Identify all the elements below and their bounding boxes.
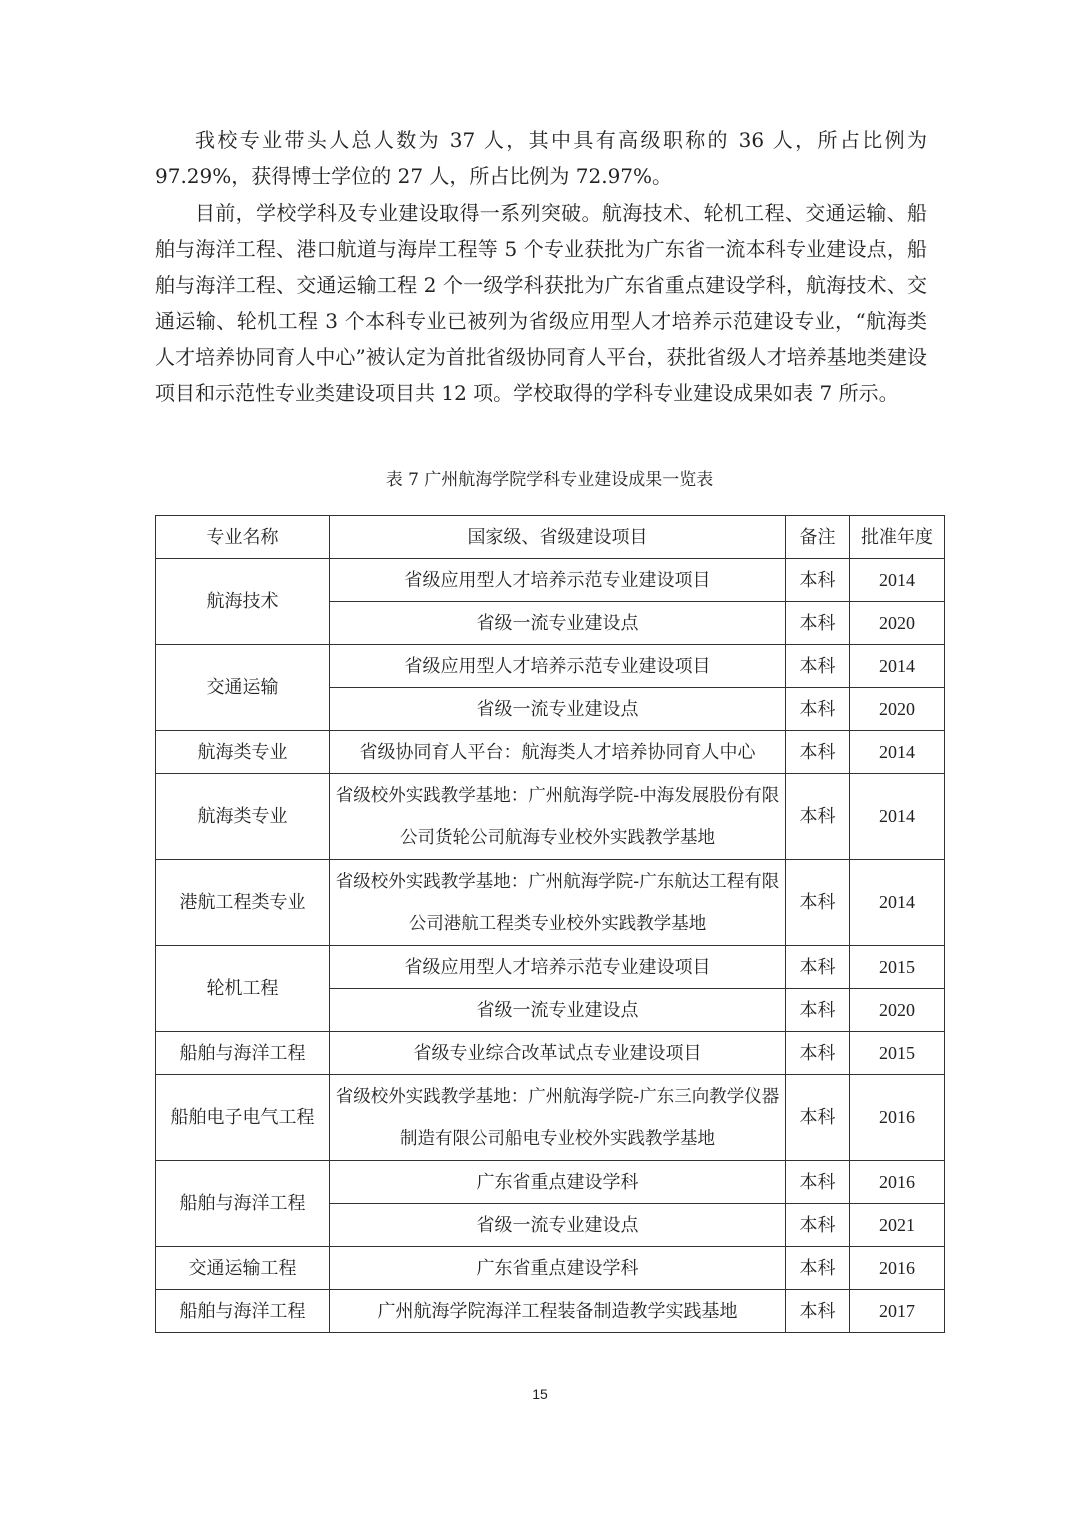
header-note: 备注 (786, 516, 850, 559)
cell-note: 本科 (786, 688, 850, 731)
header-project: 国家级、省级建设项目 (330, 516, 786, 559)
table-row (156, 1290, 945, 1333)
cell-note: 本科 (786, 774, 850, 860)
cell-year: 2015 (850, 1032, 945, 1075)
table-row (156, 645, 945, 688)
cell-note: 本科 (786, 989, 850, 1032)
table-caption: 表 7 广州航海学院学科专业建设成果一览表 (385, 470, 714, 490)
page-number: 15 (532, 1386, 548, 1402)
cell-note: 本科 (786, 602, 850, 645)
cell-major: 港航工程类专业 (156, 860, 330, 946)
cell-major: 航海技术 (156, 559, 330, 645)
table-row (156, 1247, 945, 1290)
cell-major: 船舶电子电气工程 (156, 1075, 330, 1161)
table-row (156, 774, 945, 860)
cell-note: 本科 (786, 559, 850, 602)
cell-major: 船舶与海洋工程 (156, 1032, 330, 1075)
cell-note: 本科 (786, 946, 850, 989)
cell-project: 省级一流专业建设点 (330, 989, 786, 1032)
paragraph-2: 目前，学校学科及专业建设取得一系列突破。航海技术、轮机工程、交通运输、船舶与海洋工程、港口航道与海岸工程等 5 个专业获批为广东省一流本科专业建设点，船舶与海洋工程、交通运输工程 2 个一级学科获批为广东省重点建设学科，航海技术、交通运输、轮机工程 3 个本科专业已被列为省级应用型人才培养示范建设专业，“航海类人才培养协同育人中心”被认定为首批省级协同育人平台，获批省级人才培养基地类建设项目和示范性专业类建设项目共 12 项。学校取得的学科专业建设成果如表 7 所示。 (155, 201, 927, 405)
cell-year: 2014 (850, 559, 945, 602)
cell-year: 2015 (850, 946, 945, 989)
cell-note: 本科 (786, 1075, 850, 1161)
cell-year: 2020 (850, 602, 945, 645)
achievements-table (155, 515, 945, 1333)
cell-major: 轮机工程 (156, 946, 330, 1032)
cell-note: 本科 (786, 1161, 850, 1204)
cell-project: 省级一流专业建设点 (330, 1204, 786, 1247)
cell-major: 船舶与海洋工程 (156, 1290, 330, 1333)
cell-project: 省级专业综合改革试点专业建设项目 (330, 1032, 786, 1075)
cell-project: 广东省重点建设学科 (330, 1247, 786, 1290)
cell-note: 本科 (786, 1290, 850, 1333)
cell-note: 本科 (786, 645, 850, 688)
cell-project: 省级一流专业建设点 (330, 602, 786, 645)
cell-year: 2021 (850, 1204, 945, 1247)
cell-major: 交通运输 (156, 645, 330, 731)
table-row (156, 860, 945, 946)
table-header-row (156, 516, 945, 559)
cell-year: 2017 (850, 1290, 945, 1333)
cell-project: 广东省重点建设学科 (330, 1161, 786, 1204)
cell-major: 船舶与海洋工程 (156, 1161, 330, 1247)
cell-project: 省级一流专业建设点 (330, 688, 786, 731)
cell-year: 2020 (850, 989, 945, 1032)
cell-year: 2016 (850, 1247, 945, 1290)
cell-project: 省级应用型人才培养示范专业建设项目 (330, 559, 786, 602)
cell-note: 本科 (786, 1247, 850, 1290)
cell-project: 省级校外实践教学基地：广州航海学院-广东三向教学仪器制造有限公司船电专业校外实践教学基地 (330, 1075, 786, 1161)
header-major: 专业名称 (156, 516, 330, 559)
cell-project: 省级应用型人才培养示范专业建设项目 (330, 946, 786, 989)
table-row (156, 946, 945, 989)
cell-year: 2016 (850, 1161, 945, 1204)
cell-note: 本科 (786, 860, 850, 946)
cell-major: 航海类专业 (156, 731, 330, 774)
table-row (156, 1075, 945, 1161)
cell-project: 省级协同育人平台：航海类人才培养协同育人中心 (330, 731, 786, 774)
table-row (156, 1161, 945, 1204)
table-row (156, 559, 945, 602)
cell-note: 本科 (786, 731, 850, 774)
cell-year: 2014 (850, 731, 945, 774)
cell-project: 广州航海学院海洋工程装备制造教学实践基地 (330, 1290, 786, 1333)
cell-year: 2014 (850, 860, 945, 946)
cell-project: 省级校外实践教学基地：广州航海学院-广东航达工程有限公司港航工程类专业校外实践教学基地 (330, 860, 786, 946)
table-row (156, 1032, 945, 1075)
table-row (156, 731, 945, 774)
cell-project: 省级应用型人才培养示范专业建设项目 (330, 645, 786, 688)
cell-year: 2014 (850, 774, 945, 860)
cell-year: 2016 (850, 1075, 945, 1161)
cell-major: 航海类专业 (156, 774, 330, 860)
cell-year: 2020 (850, 688, 945, 731)
header-year: 批准年度 (850, 516, 945, 559)
cell-project: 省级校外实践教学基地：广州航海学院-中海发展股份有限公司货轮公司航海专业校外实践教学基地 (330, 774, 786, 860)
cell-major: 交通运输工程 (156, 1247, 330, 1290)
cell-note: 本科 (786, 1032, 850, 1075)
cell-note: 本科 (786, 1204, 850, 1247)
cell-year: 2014 (850, 645, 945, 688)
paragraph-1: 我校专业带头人总人数为 37 人，其中具有高级职称的 36 人，所占比例为97.29%，获得博士学位的 27 人，所占比例为 72.97%。 (155, 128, 927, 188)
